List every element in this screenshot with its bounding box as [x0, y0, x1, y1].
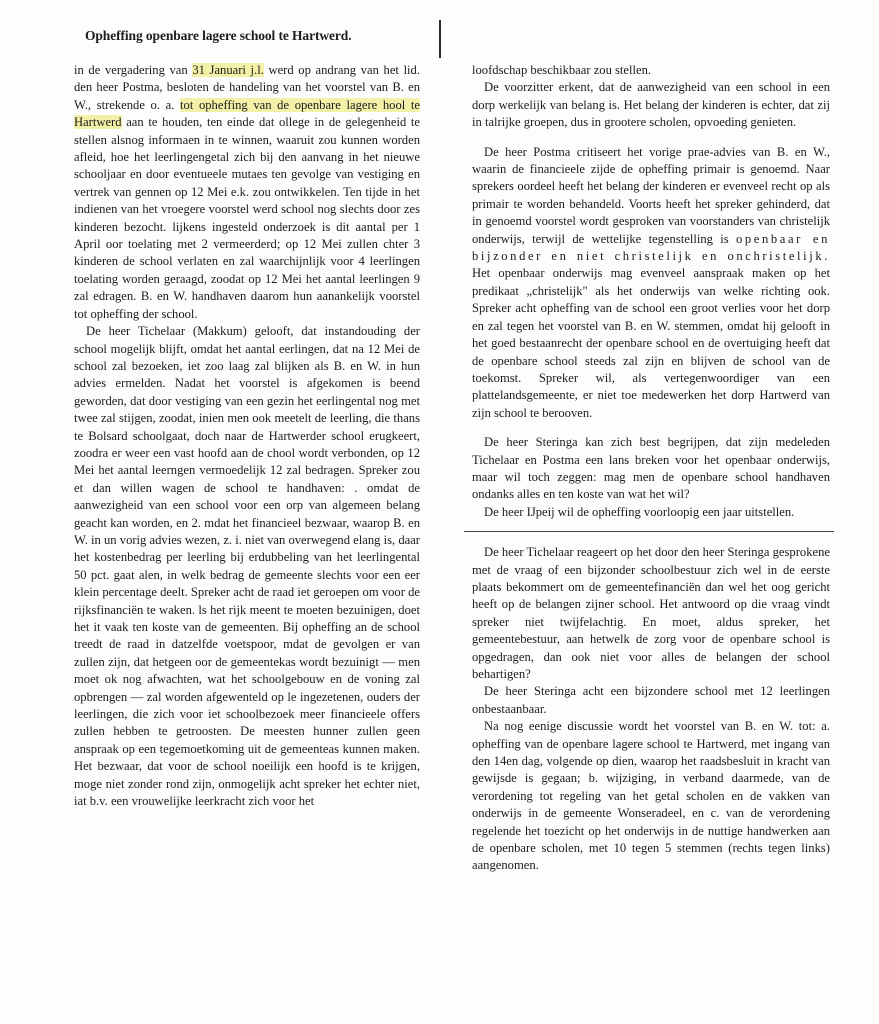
- paragraph-steringa-reply: De heer Steringa acht een bijzondere school met 12 leerlingen onbestaanbaar.: [472, 684, 830, 716]
- paragraph-tichelaar: De heer Tichelaar (Makkum) gelooft, dat instandouding der school mogelijk blijft, omdat het aantal eerlingen, dat na 12 Mei de school zal bezoeken, iet zoo laag zal blijken als B. en W. in hun advies ermelden. Nadat het voorstel is afgekomen is beend geworden, dat door vestiging van een gezin het eerlingental nog met twee zal stijgen, zoodat, inien men ook meetelt de leerling, die thans te Bolsard schoolgaat, doch naar de Hartwerder school erugkeert, zoodra er weer een vast hoofd aan de chool wordt verbonden, op 12 Mei het aantal leerngen vermoedelijk 12 zal bedragen. Spreker zou et dan willen wagen de school te handhaven: . omdat de aanwezigheid van een school voor een orp van algemeen belang geacht kan worden, en 2. mdat het financieel bezwaar, waarop B. en W. in un vorig advies wezen, z. i. niet van overwegend elang is, daar het kostenbedrag per leerling bij erdubbeling van het leerlingental 50 pct. gaat alen, in welk bedrag de gemeente slechts voor een eer klein percentage deelt. Spreker acht de raad iet geroepen om voor de rijksfinanciën te waken. ls het rijk meent te moeten bezuinigen, doet het it vaak ten koste van de gemeenten. Bij opheffing an de school treedt de raad in datzelfde voetspoor, mdat de gevolgen er van zullen zijn, dat hetgeen oor de gemeentekas wordt bezuinigt — men moet ok nog afwachten, wat het schoolgebouw en de voning zal opbrengen — zal worden afgewenteld op le ingezetenen, ouders der leerlingen, die zich voor iet schoolbezoek meer financieele offers zullen hebben te getroosten. De meesten hunner zullen geen anspraak op een tegemoetkoming uit de gemeenteas kunnen maken. Het bezwaar, dat voor de school noeilijk een hoofd is te krijgen, moge niet zonder rond zijn, onmogelijk acht spreker het echter niet, iat b.v. een vrouwelijke leerkracht zich voor het: [74, 324, 420, 809]
- paragraph-gap: [472, 422, 830, 434]
- article-headline: Opheffing openbare lagere school te Hartwerd.: [85, 28, 352, 43]
- highlighted-date: 31 Januari j.l.: [192, 63, 264, 77]
- text-run: De heer Postma critiseert het vorige prae-advies van B. en W., waarin de financieele zijde de opheffing primair is genoemd. Naar sprekers oordeel heeft het belang der kinderen er evenveel recht op als primair te worden behandeld. Voorts heeft het spreker gehinderd, dat in genoemd voorstel wordt gesproken van voorstanders van christelijk onderwijs, terwijl de wettelijke tegenstelling is: [472, 144, 830, 246]
- right-column: [472, 62, 830, 875]
- paragraph-tichelaar-reply: De heer Tichelaar reageert op het door den heer Steringa gesprokene met de vraag of een bijzonder schoolbestuur zich wel in de eerste plaats bekommert om de gemeentefinanciën dan wel het oog gericht heeft op de belangen zijner school. Het antwoord op die vraag vindt spreker niet twijfelachtig. En moet, aldus spreker, het gemeentebestuur, aan hetwelk de zorg voor de openbare school is opgedragen, dan ook niet voor alles de belangen der school behartigen?: [472, 545, 830, 681]
- paragraph-voorzitter: De voorzitter erkent, dat de aanwezigheid van een school in een dorp werkelijk van belang is. Het belang der kinderen is echter, dat zij in talrijke groepen, dus in grootere scholen, opvoeding genieten.: [472, 80, 830, 130]
- highlighted-phrase: tot opheffing van de openbare lagere hool te Hartwerd: [74, 97, 420, 130]
- paragraph-decision: Na nog eenige discussie wordt het voorstel van B. en W. tot: a. opheffing van de openbare lagere school te Hartwerd, met ingang van den 14en dag, volgende op dien, waarop het raadsbesluit in kracht van gewijsde is gegaan; b. wijziging, in verband daarmede, van de verordening tot regeling van het getal scholen en de vakken van onderwijs in de gemeente Wonseradeel, en c. van de verordening regelende het toezicht op het onderwijs in de nuttige handwerken aan de openbare scholen, met 10 tegen 5 stemmen (rechts tegen links) aangenomen.: [472, 719, 830, 873]
- text-run: werd op andrang van het lid. den heer Postma, besloten de handeling van het voorstel van B. en W., strekende o. a.: [74, 63, 421, 112]
- left-column: [74, 62, 420, 810]
- paragraph-steringa: De heer Steringa kan zich best begrijpen, dat zijn medeleden Tichelaar en Postma een lans breken voor het openbaar onderwijs, maar wil toch zeggen: mag men de openbare school handhaven ondanks alles en ten koste van wat het wil?: [472, 435, 830, 502]
- text-run: aan te houden, ten einde dat ollege in de gelegenheid te stellen alsnog informaen in te winnen, waaruit zou kunnen worden afleid, hoe het leerlingengetal zich bij den aanvang in het nieuwe schooljaar en door eventueele mutaes ten gevolge van vestiging en vertrek van gennen op 12 Mei e.k. zou ontwikkelen. Ten tijde in het indienen van het vroegere voorstel werd school nog slechts door zes kinderen bezocht. lijkens ingesteld onderzoek is dit aantal per 1 April oor toelating met 2 vermeerderd; op 12 Mei zullen chter 3 kinderen de school verlaten en zal waarchijnlijk voor 4 leerlingen toelating worden geraagd, zoodat op 12 Mei het aantal leerlingen 9 zal edragen. B. en W. handhaven daarom hun aanankelijk voorstel tot opheffing der school.: [74, 115, 420, 321]
- paragraph-postma: [472, 144, 830, 423]
- paragraph-gap: [472, 132, 830, 144]
- text-run: Het openbaar onderwijs mag evenveel aanspraak maken op het predikaat „christelijk" als het onderwijs van welke richting ook. Spreker acht opheffing van de school een groot verlies voor het dorp en zal tegen het voorstel van B. en W. stemmen, omdat hij gelooft in het goed bestaanrecht der openbare school en de overtuiging heeft dat de openbare school steeds zal zijn en blijven de school van de toekomst. Spreker wil, als vertegenwoordiger van een plattelandsgemeente, er niet toe medewerken het dorp Hartwerd van zijn school te berooven.: [472, 266, 830, 420]
- spaced-phrase: openbaar en bijzonder en niet christelijk en onchristelijk.: [472, 231, 830, 264]
- section-divider: [464, 531, 834, 532]
- paragraph-opening: [74, 62, 420, 323]
- paragraph-continuation: loofdschap beschikbaar zou stellen.: [472, 63, 652, 77]
- text-run: in de vergadering van: [74, 63, 193, 77]
- paragraph-ijpeij: De heer IJpeij wil de opheffing voorloopig een jaar uitstellen.: [484, 504, 795, 519]
- column-rule: [439, 20, 441, 58]
